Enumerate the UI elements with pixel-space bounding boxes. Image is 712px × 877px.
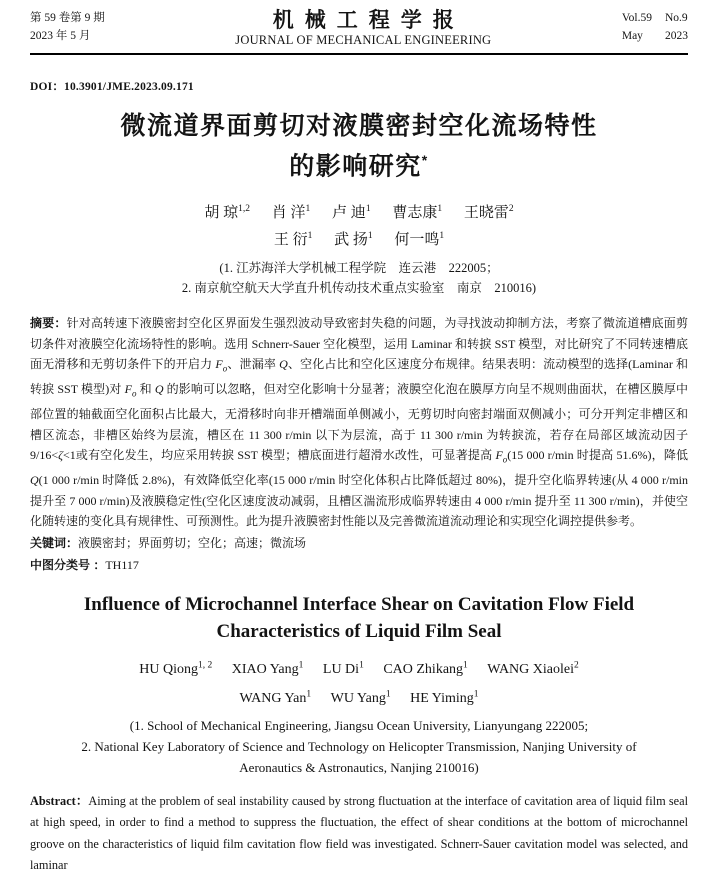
author-en: XIAO Yang$^1$	[231, 660, 304, 678]
clc-line: 中图分类号 ：TH117	[30, 557, 139, 572]
author-cn: 武 扬$^1$	[334, 231, 373, 249]
number-en: No.9	[665, 12, 688, 24]
author-en: HU Qiong$^{1, 2}$	[139, 660, 213, 678]
symbol-Q: Q	[154, 382, 164, 397]
symbol-Fo: F	[215, 357, 223, 372]
doi-label: DOI：	[30, 81, 65, 93]
symbol-Q: Q	[30, 473, 39, 487]
doi-line	[30, 78, 688, 94]
date-cn: 2023 年 5 月	[30, 30, 91, 42]
abstract-cn: 摘要：针对高转速下液膜密封空化区界面发生强烈波动导致密封失稳的问题，为寻找波动抑制方法，考察了微流道槽底面剪切条件对液膜空化流场特性的影响。选用 Schnerr-Sauer 空化模型，运用 Laminar 和转捩 SST 模型，对比研究了不同转速槽底面无滑移和无剪切条件下的开启力 $F_o$、泄漏率 Q、空化占比和空化区速度分布规律。结果表明：流动模型的选择(Laminar 和转捩 SST 模型)对 $F_o$ 和 Q 的影响可以忽略，但对空化影响十分显著；液膜空化泡在膜厚方向呈不规则曲面状，在槽区膜厚中部位置的轴截面空化面积占比最大，无滑移时向非开槽端面单侧减小，无剪切时向密封端面双侧减小；可分开判定非槽区和槽区流态，非槽区始终为层流，槽区在 11 300 r/min 以下为层流，高于 11 300 r/min 为转捩流，若存在局部区域流动因子 9/16<ζ<1或有空化发生，均应采用转捩 SST 模型；槽底面进行超滑水改性，可显著提高 $F_o(15$ 000 r/min 时提高 51.6%)，降低 Q(1 000 r/min 时降低 2.8%)，有效降低空化率(15 000 r/min 时空化体积占比降低超过 80%)，提升空化临界转速(从 4 000 r/min 提升至 7 000 r/min)及液膜稳定性(空化区速度波动减弱，且槽区湍流形成临界转速由 4 000 r/min 提升至 11 300 r/min)，并使空化随转速的变化具有规律性、可预测性。此为提升液膜密封性能以及完善微流道流动理论和实现空化调控提供参考。	[30, 316, 688, 528]
doi-value: 10.3901/JME.2023.09.171	[64, 81, 194, 93]
clc-label: 中图分类号 ：	[30, 557, 106, 572]
journal-header	[30, 9, 688, 48]
authors-cn-row2	[30, 225, 688, 252]
author-cn: 卢 迪$^1$	[332, 204, 371, 222]
symbol-Fo: F	[495, 448, 503, 463]
author-cn: 王晓雷$^2$	[463, 204, 514, 222]
author-cn: 胡 琼$^{1,2}$	[204, 204, 251, 222]
symbol-Q: Q	[279, 357, 288, 372]
abstract-cn-label: 摘要：	[30, 316, 67, 331]
paper-title-cn: 微流道界面剪切对液膜密封空化流场特性 的影响研究*	[120, 112, 598, 181]
journal-title-cn: 机械工程学报	[272, 8, 465, 32]
symbol-zeta: ζ	[58, 448, 63, 463]
header-issue-block	[30, 9, 105, 45]
year-en: 2023	[665, 30, 688, 42]
abstract-en-label: Abstract：	[30, 793, 89, 808]
authors-en	[30, 654, 688, 711]
journal-title-block	[105, 9, 622, 48]
author-en: WANG Xiaolei$^2$	[487, 660, 579, 678]
symbol-Fo: F	[124, 382, 132, 397]
authors-cn	[30, 198, 688, 252]
author-en: WU Yang$^1$	[330, 689, 391, 706]
author-en: CAO Zhikang$^1$	[383, 660, 468, 678]
affiliation-cn: (1. 江苏海洋大学机械工程学院 连云港 222005； 2. 南京航空航天大学直升机传动技术重点实验室 南京 210016)	[181, 261, 537, 296]
author-en: WANG Yan$^1$	[239, 689, 312, 706]
title-footnote-mark: *	[421, 152, 429, 168]
author-en: LU Di$^1$	[322, 660, 364, 678]
author-cn: 王 衍$^1$	[273, 231, 313, 249]
header-volume-block	[622, 9, 688, 45]
keywords-label: 关键词：	[30, 535, 79, 550]
authors-cn-row1	[30, 198, 688, 225]
author-cn: 何一鸣$^1$	[394, 231, 445, 249]
header-rule	[30, 53, 688, 55]
issue-cn: 第 59 卷第 9 期	[30, 12, 105, 24]
volume-en: Vol.59	[621, 12, 652, 24]
author-en: HE Yiming$^1$	[410, 689, 479, 706]
authors-en-row2	[30, 682, 688, 711]
abstract-en: Abstract：Aiming at the problem of seal instability caused by strong fluctuation at the interface of cavitation area of liquid film seal at high speed, in order to find a method to suppress the fluctuation, the effect of shear conditions at the bottom of microchannel groove on the characteristics of liquid film cavitation flow field was investigated. Schnerr-Sauer cavitation model was selected, and laminar	[30, 793, 688, 873]
keywords-cn: 关键词：液膜密封；界面剪切；空化；高速；微流场	[30, 535, 307, 550]
journal-title-en: JOURNAL OF MECHANICAL ENGINEERING	[235, 33, 492, 47]
affiliation-en: (1. School of Mechanical Engineering, Jiangsu Ocean University, Lianyungang 222005; 2. National Key Laboratory of Science and Technology on Helicopter Transmission, Nanjing University of Aeronautics & Astronautics, Nanjing 210016)	[81, 717, 637, 775]
author-cn: 曹志康$^1$	[392, 204, 443, 222]
authors-en-row1	[30, 654, 688, 683]
author-cn: 肖 洋$^1$	[271, 204, 311, 222]
month-en: May	[621, 30, 643, 42]
paper-title-en: Influence of Microchannel Interface Shear on Cavitation Flow Field Characteristics of Liquid Film Seal	[83, 593, 635, 642]
